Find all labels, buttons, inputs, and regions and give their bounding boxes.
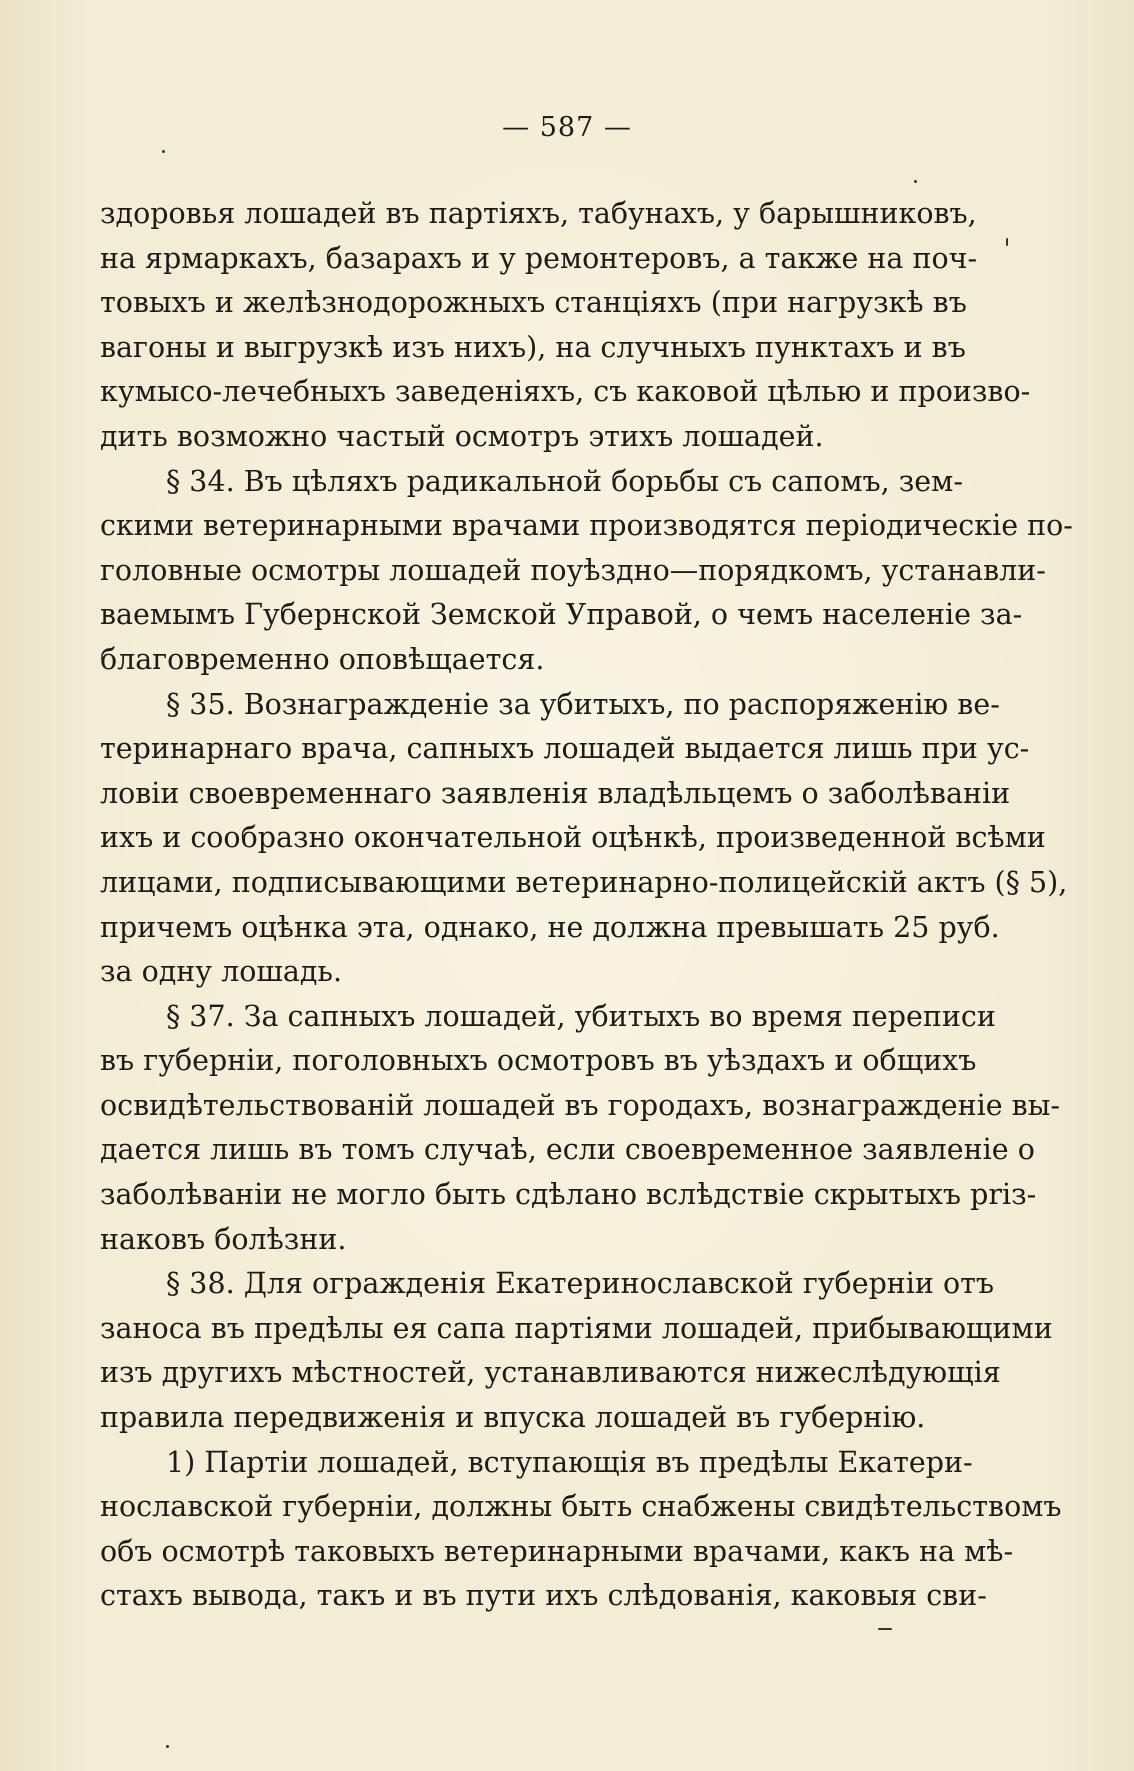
text-line: изъ другихъ мѣстностей, устанавливаются нижеслѣдующiя (100, 1356, 1001, 1390)
text-line: объ осмотрѣ таковыхъ ветеринарными врачами, какъ на мѣ- (100, 1534, 1014, 1568)
text-line: заболѣванiи не могло быть сдѣлано вслѣдствiе скрытыхъ priз- (100, 1178, 1037, 1212)
text-line: правила передвиженiя и впуска лошадей въ губернiю. (100, 1401, 926, 1435)
paragraph-37-start: § 37. За сапныхъ лошадей, убитыхъ во время переписи (166, 999, 996, 1033)
list-item-1-start: 1) Партiи лошадей, вступающiя въ предѣлы Екатери- (166, 1445, 973, 1479)
text-line: товыхъ и желѣзнодорожныхъ станцiяхъ (при нагрузкѣ въ (100, 286, 967, 320)
text-line: благовременно оповѣщается. (100, 642, 545, 676)
speck (162, 150, 165, 153)
paragraph-34-start: § 34. Въ цѣляхъ радикальной борьбы съ сапомъ, зем- (166, 464, 963, 498)
text-line: дить возможно частый осмотръ этихъ лошадей. (100, 419, 824, 453)
text-line: заноса въ предѣлы ея сапа партiями лошадей, прибывающими (100, 1311, 1053, 1345)
text-line: наковъ болѣзни. (100, 1222, 347, 1256)
speck (166, 1745, 169, 1748)
text-line: ихъ и сообразно окончательной оцѣнкѣ, произведенной всѣми (100, 821, 1046, 855)
page-number: — 587 — (502, 112, 632, 143)
text-line: вагоны и выгрузкѣ изъ нихъ), на случныхъ пунктахъ и въ (100, 330, 966, 364)
text-line: на ярмаркахъ, базарахъ и у ремонтеровъ, а также на поч- (100, 241, 978, 275)
text-line: стахъ вывода, такъ и въ пути ихъ слѣдованiя, каковыя сви- (100, 1579, 987, 1613)
text-line: скими ветеринарными врачами производятся перiодическiе по- (100, 509, 1073, 543)
text-line: за одну лошадь. (100, 955, 342, 989)
speck (1006, 238, 1008, 246)
text-line: нославской губернiи, должны быть снабжены свидѣтельствомъ (100, 1490, 1062, 1524)
paragraph-35-start: § 35. Вознагражденiе за убитыхъ, по распоряженiю ве- (166, 687, 1000, 721)
text-line: причемъ оцѣнка эта, однако, не должна превышать 25 руб. (100, 910, 1000, 944)
text-line: головные осмотры лошадей поуѣздно—порядкомъ, устанавли- (100, 553, 1046, 587)
text-line: дается лишь въ томъ случаѣ, если своевременное заявленiе о (100, 1133, 1035, 1167)
text-line: кумысо-лечебныхъ заведенiяхъ, съ каковой цѣлью и произво- (100, 375, 1031, 409)
text-line: теринарнаго врача, сапныхъ лошадей выдается лишь при ус- (100, 732, 1030, 766)
speck (878, 1628, 892, 1630)
text-line: въ губернiи, поголовныхъ осмотровъ въ уѣздахъ и общихъ (100, 1044, 977, 1078)
text-line: ловiи своевременнаго заявленiя владѣльцемъ о заболѣванiи (100, 776, 1011, 810)
text-line: здоровья лошадей въ партiяхъ, табунахъ, у барышниковъ, (100, 197, 977, 230)
text-line: лицами, подписывающими ветеринарно-полицейскiй актъ (§ 5), (100, 865, 1068, 899)
body-text (100, 192, 1073, 1619)
text-line: ваемымъ Губернской Земской Управой, о чемъ населенiе за- (100, 598, 1023, 632)
text-line: освидѣтельствованiй лошадей въ городахъ, вознагражденiе вы- (100, 1088, 1061, 1122)
speck (914, 180, 917, 183)
paragraph-38-start: § 38. Для огражденiя Екатеринославской губернiи отъ (166, 1267, 995, 1301)
